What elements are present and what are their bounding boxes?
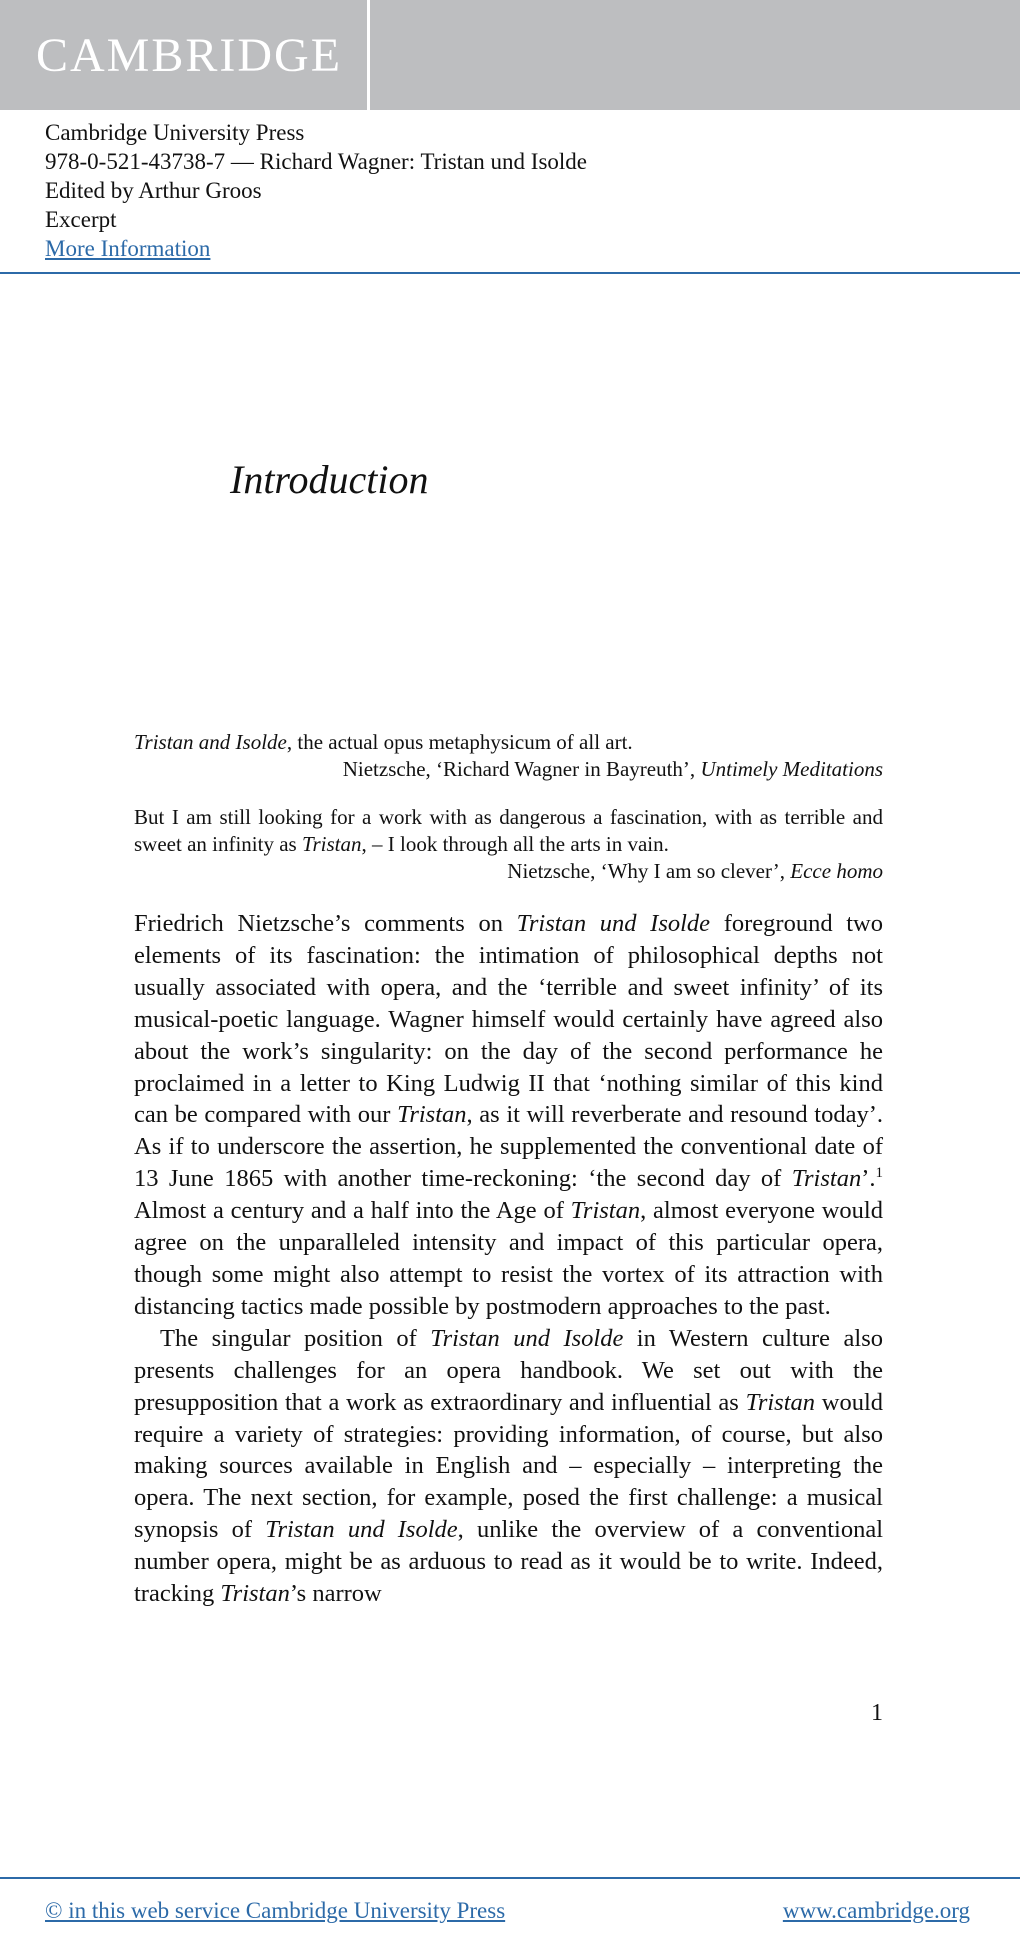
- page-number: 1: [871, 1700, 883, 1726]
- book-metadata: [45, 118, 587, 263]
- chapter-title: Introduction: [230, 457, 429, 502]
- more-information-link[interactable]: More Information: [45, 236, 211, 261]
- epigraph-1-source: Untimely Meditations: [700, 757, 883, 781]
- epigraph-2: [134, 804, 883, 885]
- epigraph-1-quote: Tristan and Isolde, the actual opus metaphysicum of all art.: [134, 730, 633, 754]
- epigraph-1-work: Tristan and Isolde: [134, 730, 287, 754]
- website-link[interactable]: www.cambridge.org: [782, 1898, 970, 1923]
- paragraph: Friedrich Nietzsche’s comments on Tristan und Isolde foreground two elements of its fascination: the intimation of philosophical depths not usually associated with opera, and the ‘terrible and sweet infinity’ of its musical-poetic language. Wagner himself would certainly have agreed also about the work’s singularity: on the day of the second performance he proclaimed in a letter to King Ludwig II that ‘nothing similar of this kind can be compared with our Tristan, as it will reverberate and resound today’. As if to underscore the assertion, he supplemented the conventional date of 13 June 1865 with another time-reckoning: ‘the second day of Tristan’.$^1$ Almost a century and a half into the Age of Tristan, almost everyone would agree on the unparalleled intensity and impact of this particular opera, though some might also attempt to resist the vortex of its attraction with distancing tactics made possible by postmodern approaches to the past.: [134, 910, 883, 1320]
- main-text: [134, 908, 883, 1610]
- epigraph-2-attribution: Nietzsche, ‘Why I am so clever’, Ecce homo: [507, 859, 883, 883]
- epigraph-2-source: Ecce homo: [790, 859, 883, 883]
- footnote-marker[interactable]: 1: [875, 1165, 883, 1182]
- epigraph-1-attribution: Nietzsche, ‘Richard Wagner in Bayreuth’, Untimely Meditations: [342, 757, 883, 781]
- header-rule: [0, 272, 1020, 274]
- publisher-banner: [0, 0, 1020, 110]
- copyright-link[interactable]: © in this web service Cambridge University Press: [45, 1898, 506, 1923]
- paragraph: The singular position of Tristan und Isolde in Western culture also presents challenges for an opera handbook. We set out with the presupposition that a work as extraordinary and influential as Tristan would require a variety of strategies: providing information, of course, but also making sources available in English and – especially – interpreting the opera. The next section, for example, posed the first challenge: a musical synopsis of Tristan und Isolde, unlike the overview of a conventional number opera, might be as arduous to read as it would be to write. Indeed, tracking Tristan’s narrow: [134, 1324, 883, 1608]
- isbn-title: 978-0-521-43738-7 — Richard Wagner: Tristan und Isolde: [45, 149, 587, 174]
- epigraph-1: [134, 729, 883, 783]
- cambridge-logo: CAMBRIDGE: [36, 29, 343, 82]
- banner-divider: [367, 0, 370, 110]
- editor-line: Edited by Arthur Groos: [45, 178, 262, 203]
- footer-rule: [0, 1877, 1020, 1879]
- epigraph-2-quote: But I am still looking for a work with as dangerous a fascination, with as terrible and sweet an infinity as Tristan, – I look through all the arts in vain.: [134, 805, 883, 856]
- excerpt-label: Excerpt: [45, 207, 117, 232]
- publisher-name: Cambridge University Press: [45, 120, 305, 145]
